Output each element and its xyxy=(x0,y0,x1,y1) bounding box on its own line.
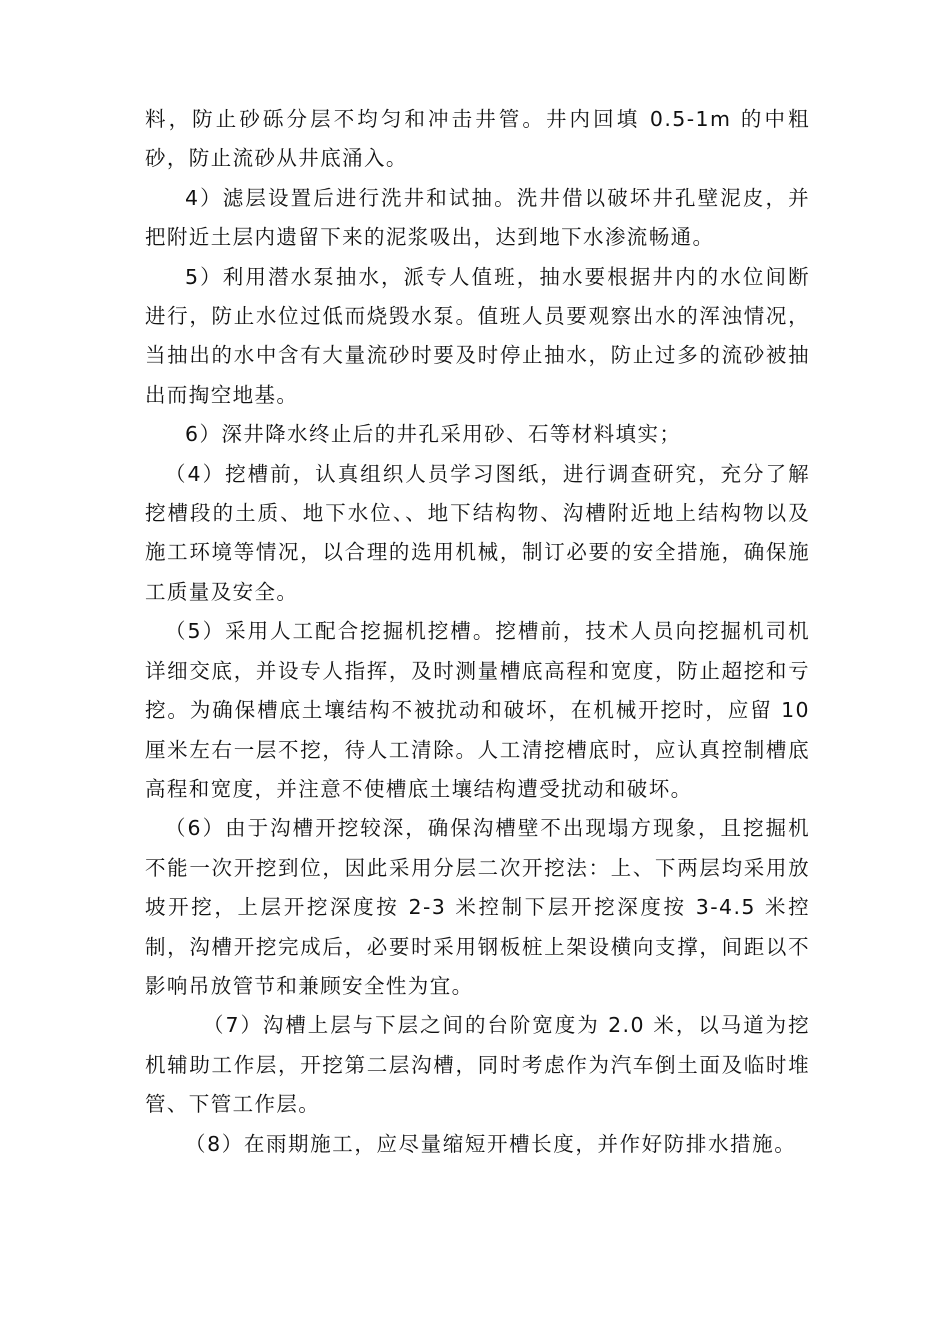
paragraph-item-5: （5）采用人工配合挖掘机挖槽。挖槽前，技术人员向挖掘机司机详细交底，并设专人指挥，及时测量槽底高程和宽度，防止超挖和亏挖。为确保槽底土壤结构不被扰动和破坏，在机械开挖时，应留 10 厘米左右一层不挖，待人工清除。人工清挖槽底时，应认真控制槽底高程和宽度，并注意不使槽底土壤结构遭受扰动和破坏。 xyxy=(145,619,810,801)
paragraph-step-5: 5）利用潜水泵抽水，派专人值班，抽水要根据井内的水位间断进行，防止水位过低而烧毁水泵。值班人员要观察出水的浑浊情况，当抽出的水中含有大量流砂时要及时停止抽水，防止过多的流砂被抽出而掏空地基。 xyxy=(145,264,810,407)
paragraph-step-4: 4）滤层设置后进行洗井和试抽。洗井借以破坏井孔壁泥皮，并把附近土层内遗留下来的泥浆吸出，达到地下水渗流畅通。 xyxy=(145,185,810,250)
paragraph-item-4: （4）挖槽前，认真组织人员学习图纸，进行调查研究，充分了解挖槽段的土质、地下水位、、地下结构物、沟槽附近地上结构物以及施工环境等情况，以合理的选用机械，制订必要的安全措施，确保施工质量及安全。 xyxy=(145,461,810,604)
paragraph-continuation: 料，防止砂砾分层不均匀和冲击井管。井内回填 0.5-1m 的中粗砂，防止流砂从井底涌入。 xyxy=(145,107,810,171)
paragraph-step-6: 6）深井降水终止后的井孔采用砂、石等材料填实； xyxy=(185,422,682,447)
paragraph-item-7: （7）沟槽上层与下层之间的台阶宽度为 2.0 米，以马道为挖机辅助工作层，开挖第二层沟槽，同时考虑作为汽车倒土面及临时堆管、下管工作层。 xyxy=(145,1013,810,1117)
paragraph-item-8: （8）在雨期施工，应尽量缩短开槽长度，并作好防排水措施。 xyxy=(185,1131,797,1156)
paragraph-item-6: （6）由于沟槽开挖较深，确保沟槽壁不出现塌方现象，且挖掘机不能一次开挖到位，因此采用分层二次开挖法：上、下两层均采用放坡开挖，上层开挖深度按 2-3 米控制下层开挖深度按 3-4.5 米控制，沟槽开挖完成后，必要时采用钢板桩上架设横向支撑，间距以不影响吊放管节和兼顾安全性为宜。 xyxy=(145,816,810,998)
document-body xyxy=(145,100,810,1164)
